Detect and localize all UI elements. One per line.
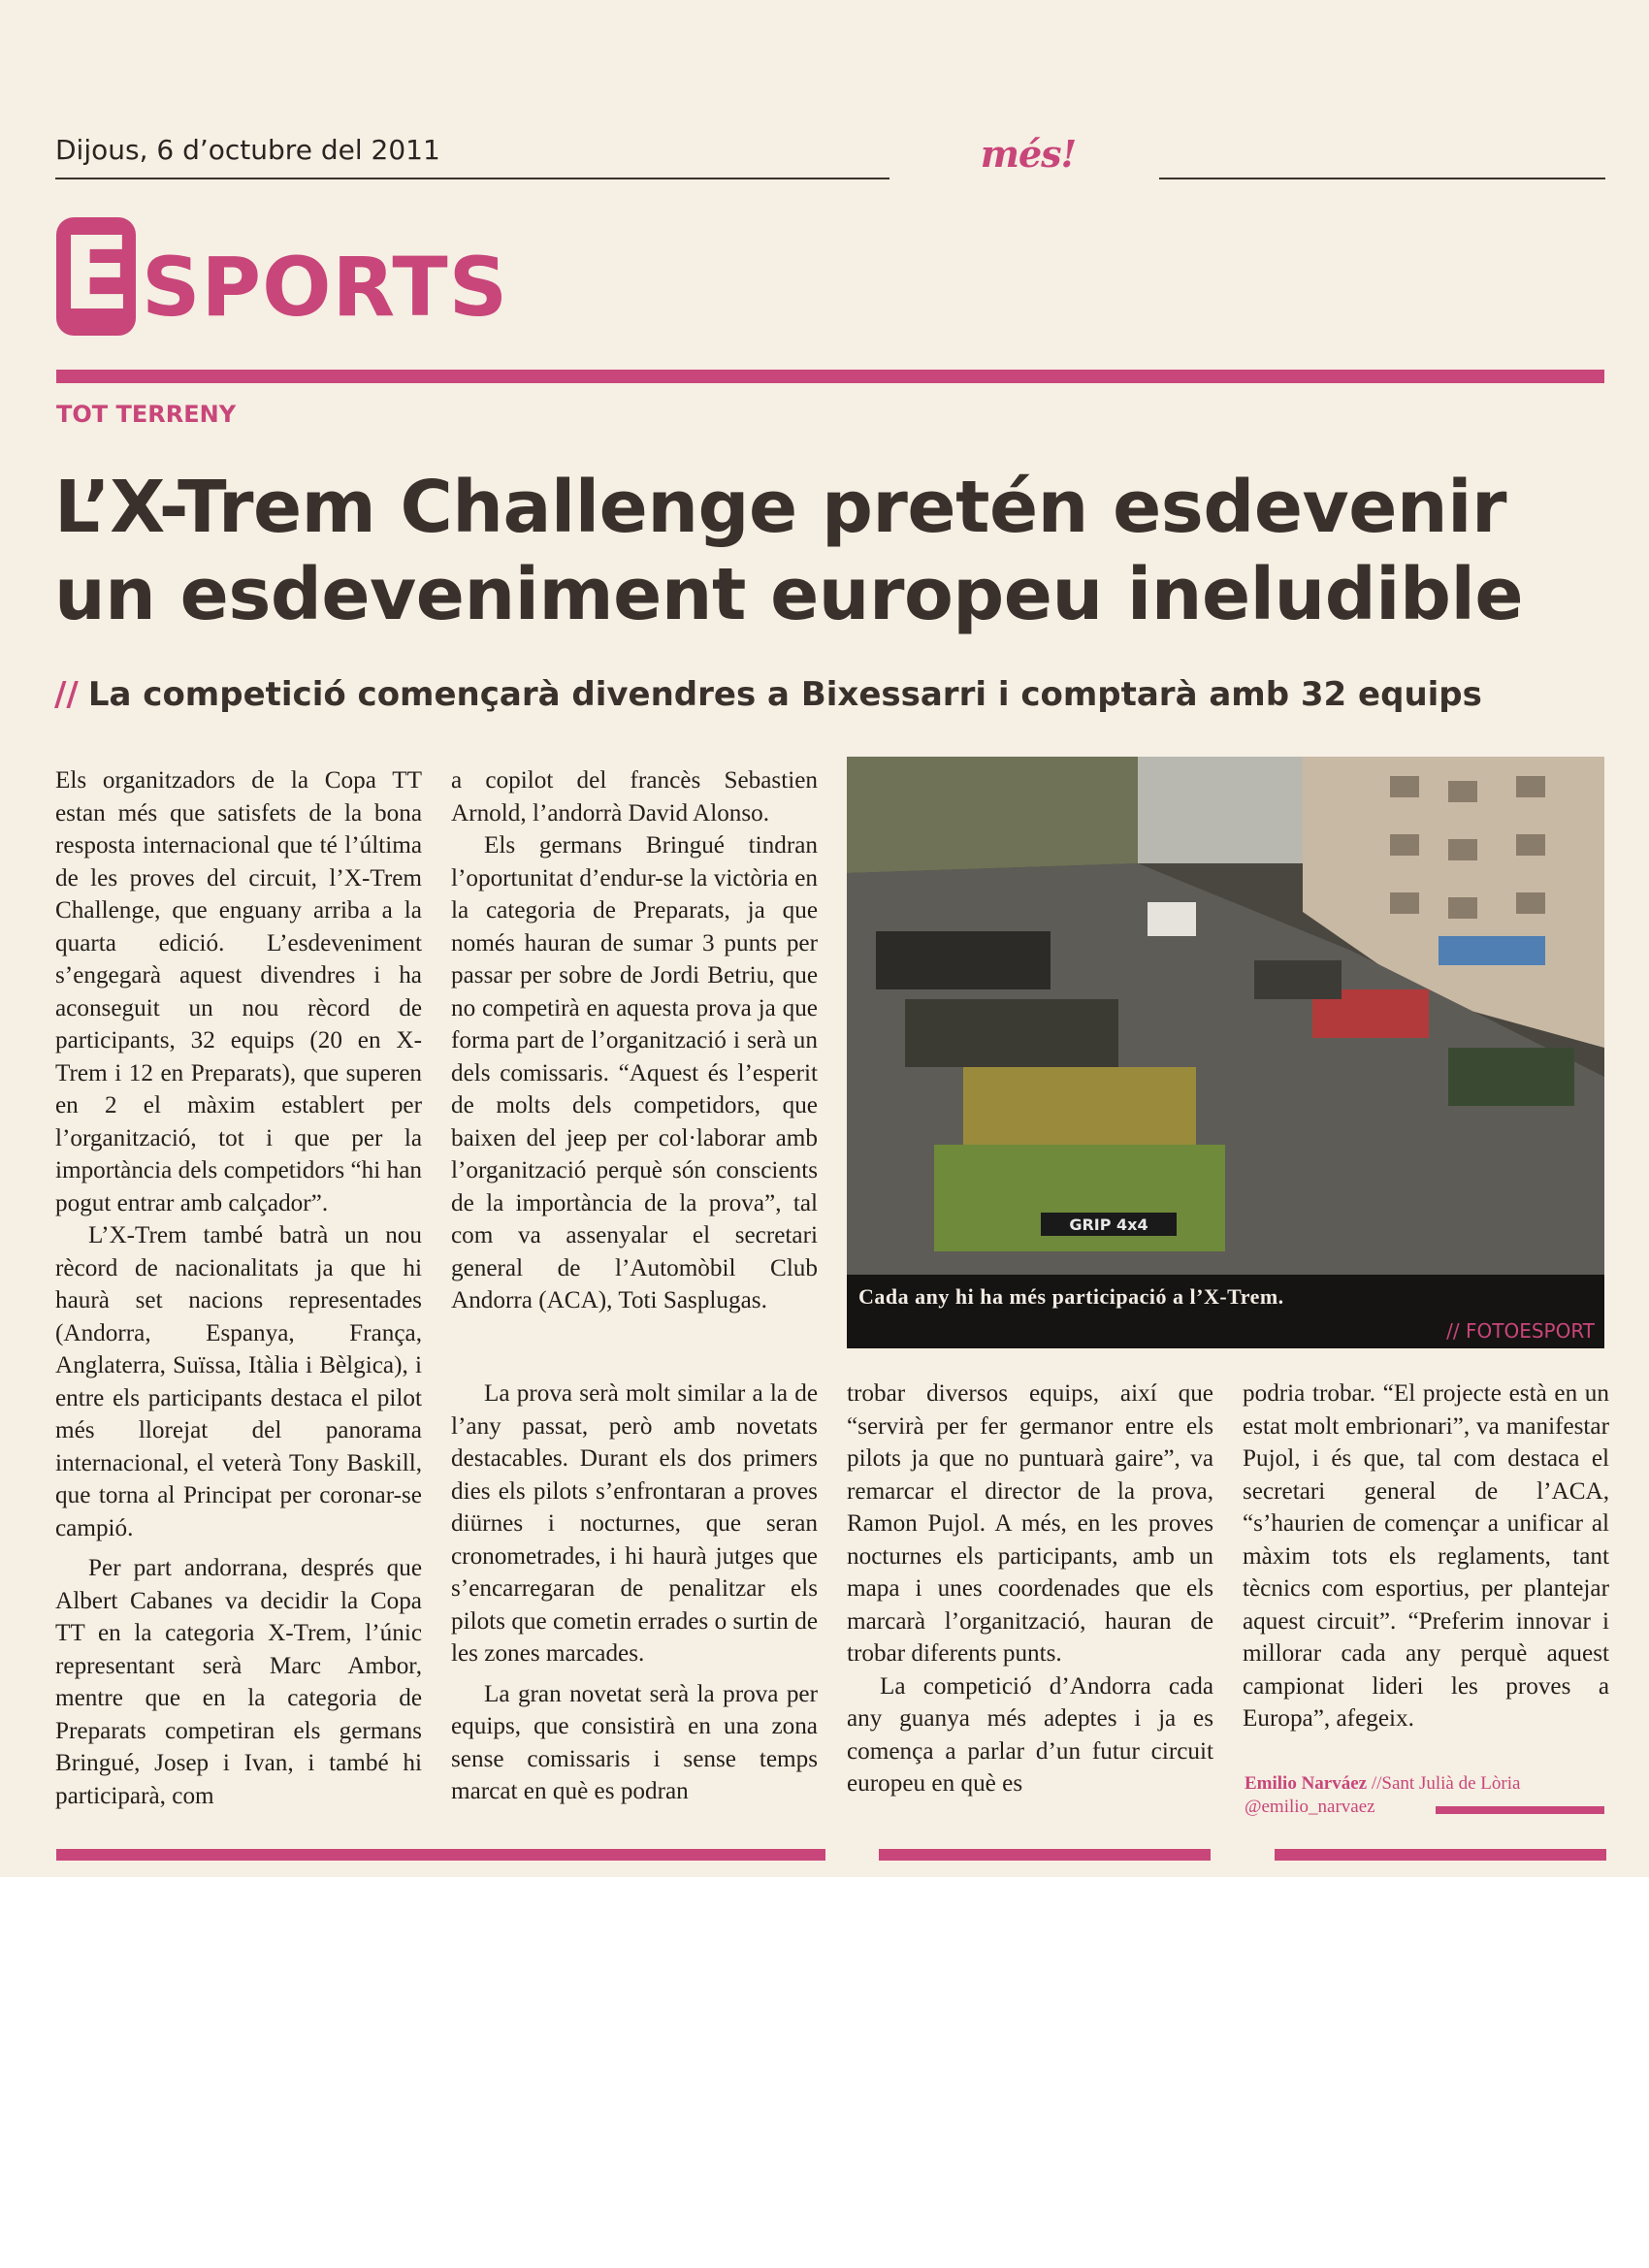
byline-author: Emilio Narváez xyxy=(1245,1773,1368,1794)
photo-credit: // FOTOESPORT xyxy=(1446,1319,1595,1343)
byline-handle: @emilio_narvaez xyxy=(1245,1797,1375,1817)
section-initial-box xyxy=(56,214,136,336)
paragraph: Els germans Bringué tindran l’oportunitat d’endur-se la victòria en la categoria de Preparats, ja que només hauran de sumar 3 punts per passar per sobre de Jordi Betriu, que no competirà en aquesta prova ja que forma part de l’organització i serà un dels comissaris. “Aquest és l’esperit de molts dels competidors, que baixen del jeep per col·laborar amb l’organització perquè són conscients de la importància de la prova”, tal com va assenyalar el secretari general de l’Automòbil Club Andorra (ACA), Toti Sasplugas. xyxy=(451,832,818,1313)
paragraph: Els organitzadors de la Copa TT estan més que satisfets de la bona resposta internacional que té l’última de les proves del circuit, l’X-Trem Challenge, que enguany arriba a la quarta edició. L’esdeveniment s’engegarà aquest divendres i ha aconseguit un nou rècord de participants, 32 equips (20 en X-Trem i 12 en Preparats), que superen en 2 el màxim establert per l’organització, tot i que per la importància dels competidors “hi han pogut entrar amb calçador”. xyxy=(55,767,422,1216)
photo-sky xyxy=(1138,757,1303,863)
section-title: SPORTS xyxy=(142,240,509,335)
photo-illustration xyxy=(847,757,1604,1348)
masthead-rule-left xyxy=(55,178,889,179)
footer-bar-left xyxy=(56,1849,825,1861)
footer-bar-right xyxy=(1275,1849,1606,1861)
photo-shop-awning xyxy=(1439,936,1545,965)
article-column-3 xyxy=(847,1377,1213,1800)
masthead-rule-right xyxy=(1159,178,1605,179)
byline-underline xyxy=(1436,1806,1604,1814)
paragraph: La gran novetat serà la prova per equips, que consistirà en una zona sense comissaris i sense temps marcat en què es podran xyxy=(451,1680,818,1804)
photo-tent xyxy=(1148,902,1196,936)
newspaper-logo: més! xyxy=(980,132,1077,176)
article-headline xyxy=(54,464,1626,638)
paragraph: La competició d’Andorra cada any guanya més adeptes i ja es comença a parlar d’un futur circuit europeu en què es xyxy=(847,1672,1213,1797)
headline-line-2: un esdeveniment europeu ineludible xyxy=(54,553,1524,636)
paragraph: La prova serà molt similar a la de l’any passat, però amb novetats destacables. Durant els dos primers dies els pilots s’enfrontaran a proves diürnes i nocturnes, que seran cronometrades, i hi haurà jutges que s’encarregaran de penalitzar els pilots que cometin errades o surtin de les zones marcades. xyxy=(451,1380,818,1667)
headline-line-1: L’X-Trem Challenge pretén esdevenir xyxy=(54,466,1506,549)
article-kicker: TOT TERRENY xyxy=(56,401,237,428)
photo-caption-bar xyxy=(847,1275,1604,1348)
paragraph: podria trobar. “El projecte està en un estat molt embrionari”, va manifestar Pujol, i és que, tal com destaca el secretari general de l’ACA, “s’haurien de començar a unificar al màxim tots els reglaments, tant tècnics com esportius, per plantejar aquest circuit”. “Preferim innovar i millorar cada any perquè aquest campionat lideri les proves a Europa”, afegeix. xyxy=(1243,1380,1609,1732)
subhead-marker: // xyxy=(54,675,79,714)
section-initial: E xyxy=(61,214,131,333)
paragraph: Per part andorrana, després que Albert Cabanes va decidir la Copa TT en la categoria X-Trem, l’únic representant serà Marc Ambor, mentre que en la categoria de Preparats competiran els germans Bringué, Josep i Ivan, i també hi participarà, com xyxy=(55,1555,422,1809)
section-divider xyxy=(56,370,1604,383)
article-column-1 xyxy=(55,764,422,1812)
section-header xyxy=(56,211,508,336)
subhead-text: La competició començarà divendres a Bixessarri i comptarà amb 32 equips xyxy=(87,675,1482,714)
article-column-2-bottom xyxy=(451,1377,818,1808)
byline-location: //Sant Julià de Lòria xyxy=(1371,1773,1521,1794)
photo-hillside xyxy=(847,757,1167,873)
photo-vehicle-sign-text: GRIP 4x4 xyxy=(1069,1215,1148,1234)
event-photo xyxy=(847,757,1604,1348)
paragraph: L’X-Trem també batrà un nou rècord de nacionalitats ja que hi haurà set nacions representades (Andorra, Espanya, França, Anglaterra, Suïssa, Itàlia i Bèlgica), i entre els participants destaca el pilot més llorejat del panorama internacional, el veterà Tony Baskill, que torna al Principat per coronar-se campió. xyxy=(55,1222,422,1541)
paragraph: trobar diversos equips, així que “servirà per fer germanor entre els pilots ja que no puntuarà gaire”, va remarcar el director de la prova, Ramon Pujol. A més, en les proves nocturnes els participants, amb un mapa i unes coordenades que els marcarà l’organització, hauran de trobar diferents punts. xyxy=(847,1380,1213,1667)
scan-margin xyxy=(0,1877,1649,2268)
paragraph: a copilot del francès Sebastien Arnold, l’andorrà David Alonso. xyxy=(451,767,818,826)
photo-caption: Cada any hi ha més participació a l’X-Trem. xyxy=(858,1284,1284,1309)
issue-date: Dijous, 6 d’octubre del 2011 xyxy=(55,134,440,166)
footer-bar-middle xyxy=(879,1849,1211,1861)
article-column-2-top xyxy=(451,764,818,1317)
article-column-4 xyxy=(1243,1377,1609,1735)
article-subheadline xyxy=(54,675,1482,714)
